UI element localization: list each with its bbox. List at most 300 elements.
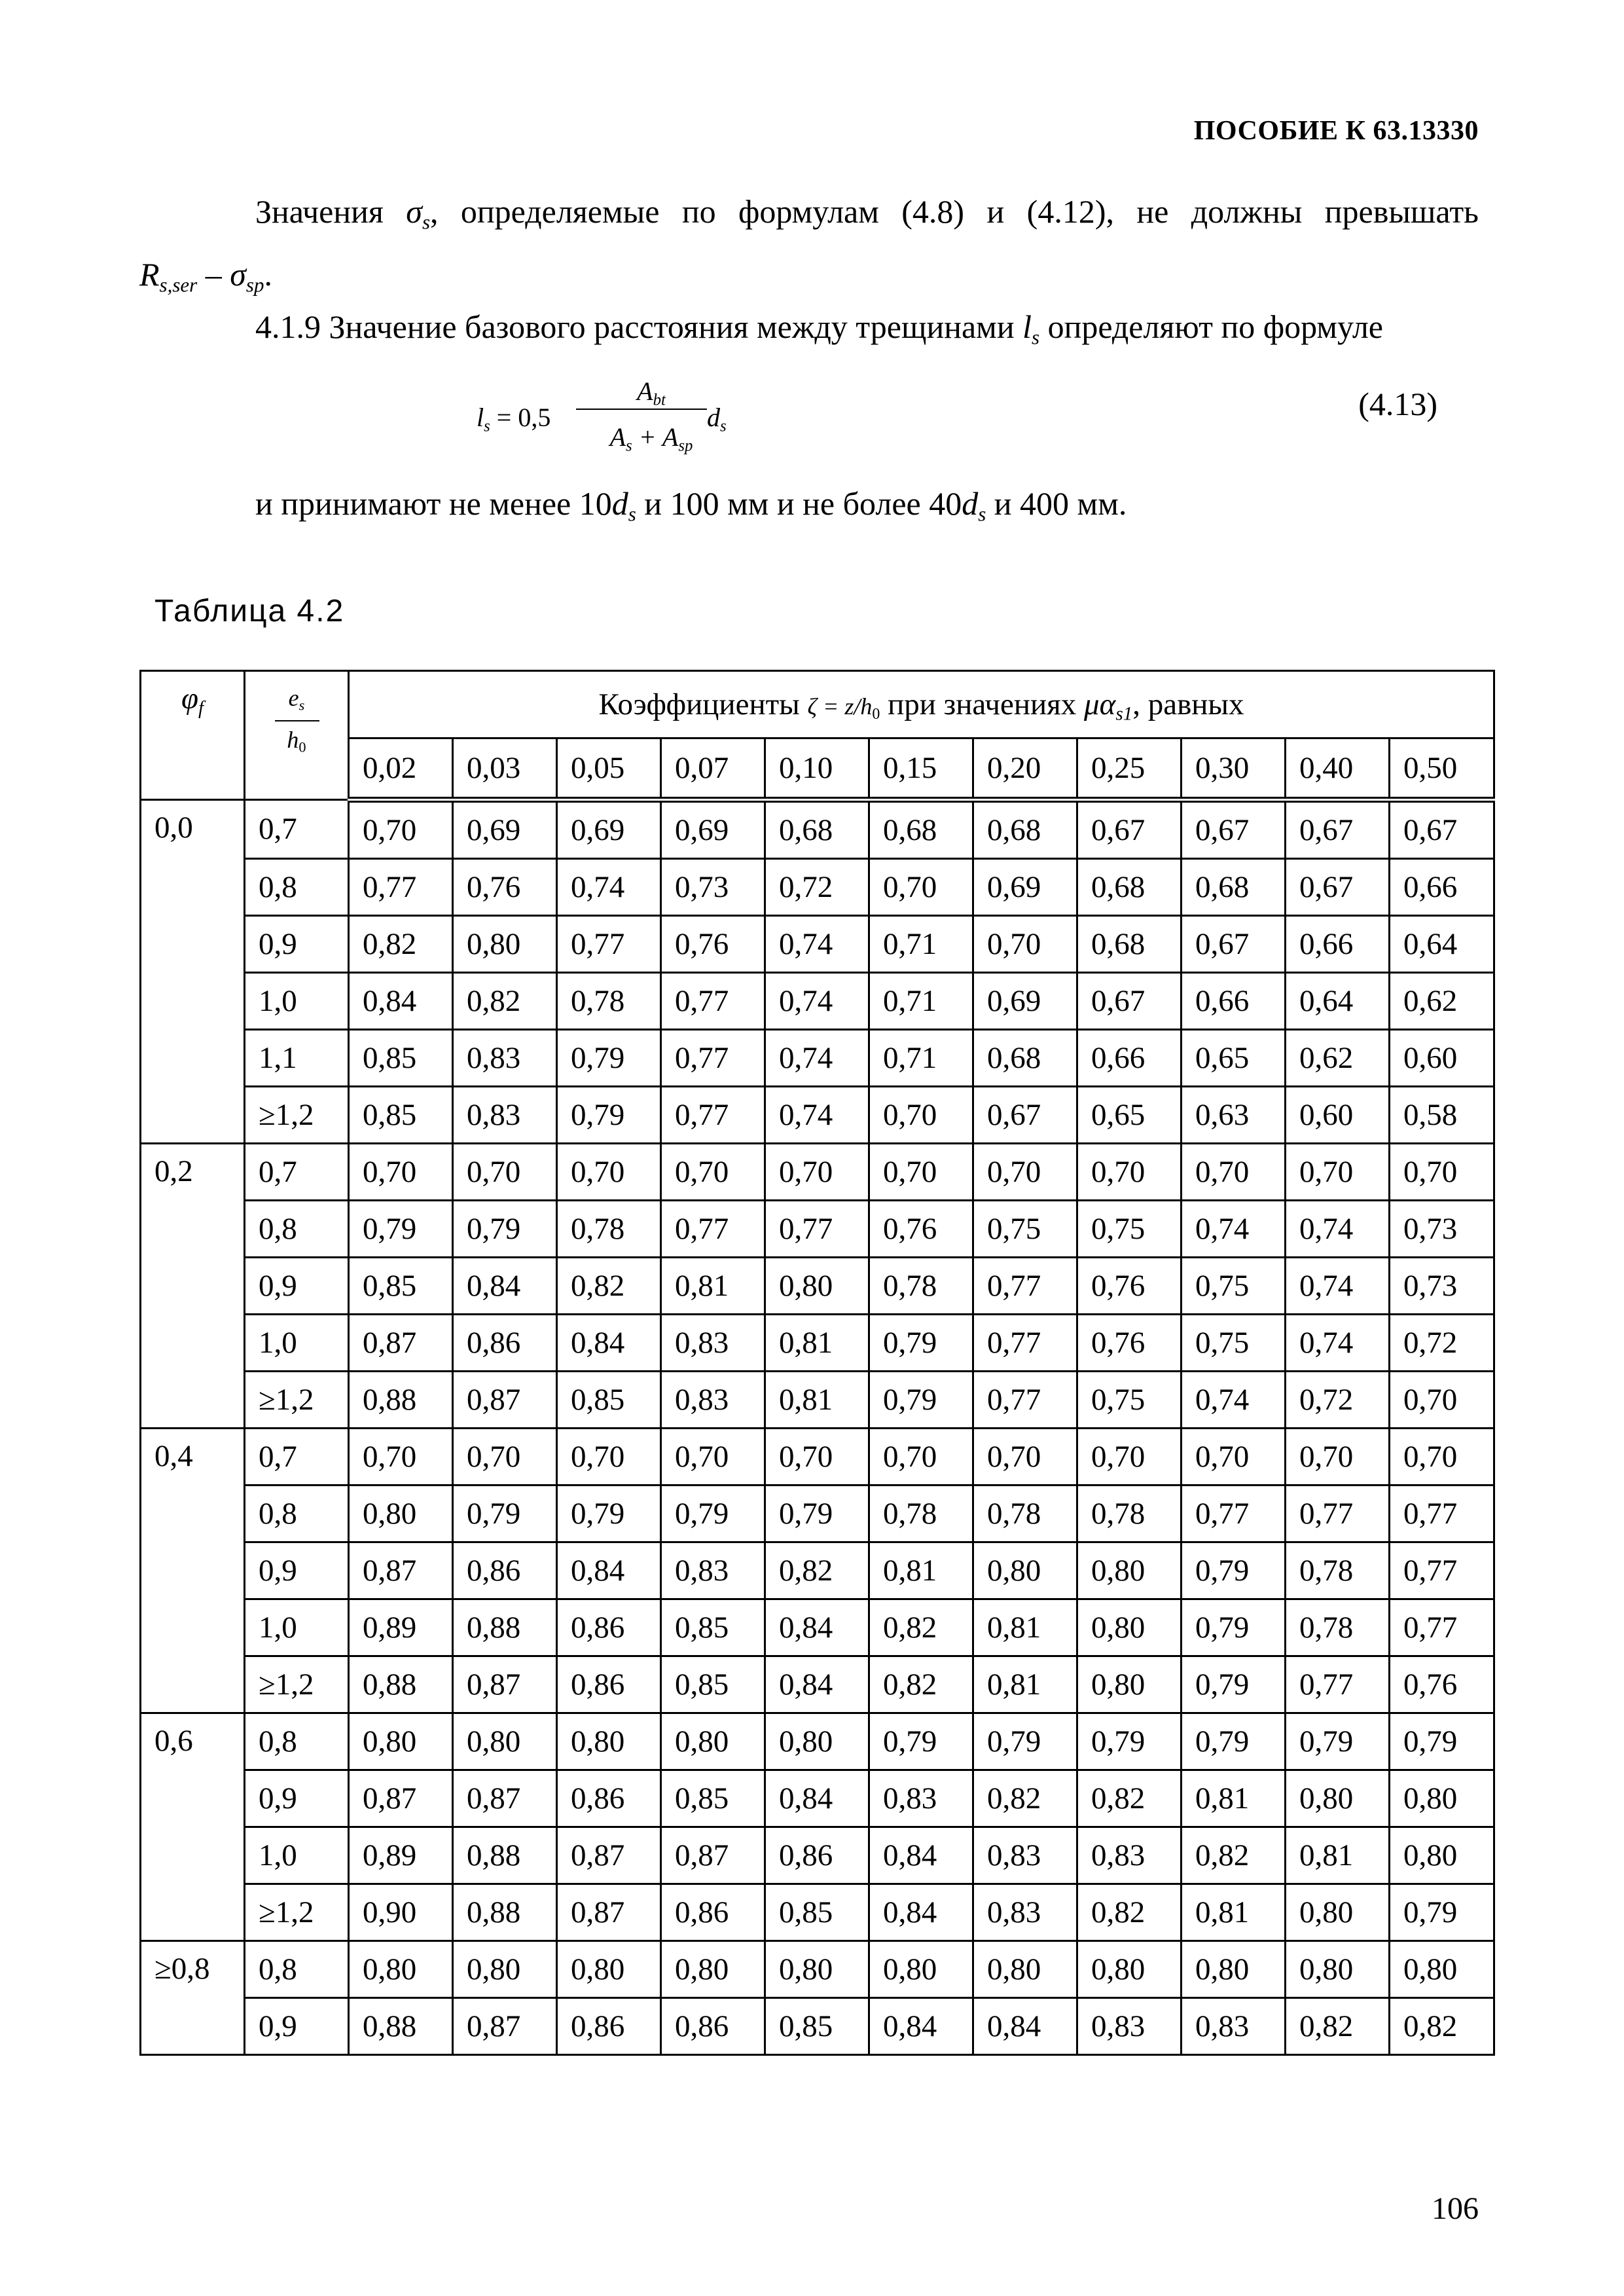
coefficient-cell: 0,83 <box>661 1372 765 1429</box>
coefficient-cell: 0,87 <box>453 1998 557 2055</box>
column-header-cell: 0,15 <box>869 738 973 800</box>
coefficient-cell: 0,68 <box>1077 859 1182 916</box>
es-h0-cell: 0,8 <box>245 1713 349 1770</box>
coefficient-cell: 0,83 <box>1077 1827 1182 1884</box>
coefficient-cell: 0,88 <box>349 1998 453 2055</box>
coefficient-cell: 0,58 <box>1390 1087 1494 1144</box>
phi-f-cell: 0,0 <box>141 800 245 1144</box>
coefficient-cell: 0,70 <box>349 1429 453 1485</box>
coefficient-cell: 0,74 <box>765 1030 869 1087</box>
coefficient-cell: 0,88 <box>453 1599 557 1656</box>
coefficient-cell: 0,74 <box>1286 1201 1390 1258</box>
coefficient-cell: 0,64 <box>1286 973 1390 1030</box>
table-row <box>141 1485 1494 1542</box>
es-h0-cell: ≥1,2 <box>245 1372 349 1429</box>
table-row <box>141 916 1494 973</box>
table-row <box>141 1998 1494 2055</box>
coefficient-cell: 0,74 <box>1182 1201 1286 1258</box>
coefficient-cell: 0,83 <box>453 1030 557 1087</box>
coefficient-cell: 0,79 <box>1390 1713 1494 1770</box>
coefficient-cell: 0,70 <box>1390 1144 1494 1201</box>
table-row <box>141 1713 1494 1770</box>
coefficient-cell: 0,68 <box>973 1030 1077 1087</box>
coefficient-cell: 0,70 <box>453 1429 557 1485</box>
column-header-cell: 0,20 <box>973 738 1077 800</box>
coefficient-cell: 0,68 <box>973 800 1077 859</box>
coefficient-cell: 0,81 <box>973 1599 1077 1656</box>
column-header-cell: 0,30 <box>1182 738 1286 800</box>
table-row <box>141 1372 1494 1429</box>
coefficient-cell: 0,80 <box>661 1941 765 1998</box>
coefficient-cell: 0,70 <box>1077 1429 1182 1485</box>
coefficient-cell: 0,67 <box>1390 800 1494 859</box>
coefficient-cell: 0,82 <box>765 1542 869 1599</box>
es-h0-cell: 0,8 <box>245 859 349 916</box>
table-row <box>141 1884 1494 1941</box>
table-row <box>141 800 1494 859</box>
coefficient-cell: 0,79 <box>661 1485 765 1542</box>
coefficient-cell: 0,75 <box>1077 1372 1182 1429</box>
phi-f-cell: 0,4 <box>141 1429 245 1713</box>
coefficient-cell: 0,70 <box>1286 1144 1390 1201</box>
es-h0-cell: 1,0 <box>245 1827 349 1884</box>
coefficient-cell: 0,77 <box>1390 1485 1494 1542</box>
es-h0-cell: 0,7 <box>245 1429 349 1485</box>
fraction-bar <box>576 409 707 410</box>
coefficient-cell: 0,83 <box>869 1770 973 1827</box>
header-phi-f: $\varphi_f$ <box>141 671 245 800</box>
coefficient-cell: 0,79 <box>1286 1713 1390 1770</box>
es-h0-cell: 1,1 <box>245 1030 349 1087</box>
coefficient-cell: 0,72 <box>1286 1372 1390 1429</box>
coefficient-cell: 0,84 <box>453 1258 557 1315</box>
coefficient-cell: 0,84 <box>557 1315 661 1372</box>
coefficient-cell: 0,69 <box>973 973 1077 1030</box>
coefficient-cell: 0,76 <box>1077 1258 1182 1315</box>
coefficient-cell: 0,79 <box>1182 1713 1286 1770</box>
coefficient-cell: 0,67 <box>1286 859 1390 916</box>
coefficient-cell: 0,70 <box>1182 1429 1286 1485</box>
coefficient-cell: 0,70 <box>1182 1144 1286 1201</box>
coefficient-cell: 0,70 <box>973 916 1077 973</box>
coefficient-cell: 0,86 <box>557 1998 661 2055</box>
coefficient-cell: 0,77 <box>973 1372 1077 1429</box>
coefficient-cell: 0,77 <box>1182 1485 1286 1542</box>
coefficient-cell: 0,67 <box>1182 916 1286 973</box>
table-row <box>141 1315 1494 1372</box>
table-row <box>141 1770 1494 1827</box>
coefficient-cell: 0,64 <box>1390 916 1494 973</box>
coefficient-cell: 0,82 <box>973 1770 1077 1827</box>
coefficient-cell: 0,75 <box>973 1201 1077 1258</box>
coefficient-cell: 0,66 <box>1390 859 1494 916</box>
coefficient-cell: 0,89 <box>349 1599 453 1656</box>
coefficient-cell: 0,70 <box>349 800 453 859</box>
coefficient-cell: 0,70 <box>557 1144 661 1201</box>
coefficient-cell: 0,87 <box>349 1770 453 1827</box>
coefficient-cell: 0,81 <box>765 1372 869 1429</box>
coefficient-cell: 0,74 <box>1286 1258 1390 1315</box>
coefficient-cell: 0,82 <box>349 916 453 973</box>
coefficient-cell: 0,70 <box>869 859 973 916</box>
table-row <box>141 1258 1494 1315</box>
coefficient-cell: 0,72 <box>765 859 869 916</box>
coefficient-cell: 0,80 <box>557 1941 661 1998</box>
coefficient-cell: 0,79 <box>557 1030 661 1087</box>
coefficient-cell: 0,80 <box>1182 1941 1286 1998</box>
paragraph-limits: и принимают не менее $10d_s$ и 100 мм и не более $40d_s$ и 400 мм. <box>255 485 1127 526</box>
coefficient-cell: 0,80 <box>661 1713 765 1770</box>
coefficient-cell: 0,68 <box>1077 916 1182 973</box>
coefficient-cell: 0,70 <box>869 1429 973 1485</box>
es-h0-cell: 0,9 <box>245 1770 349 1827</box>
coefficient-cell: 0,78 <box>869 1485 973 1542</box>
coefficient-cell: 0,82 <box>453 973 557 1030</box>
coefficient-cell: 0,82 <box>1390 1998 1494 2055</box>
coefficient-cell: 0,75 <box>1077 1201 1182 1258</box>
coefficient-cell: 0,80 <box>765 1941 869 1998</box>
coefficient-cell: 0,70 <box>1390 1429 1494 1485</box>
coefficient-cell: 0,80 <box>1390 1770 1494 1827</box>
formula-4-13: $l_s = 0,5$ $A_{bt}$ $A_s + A_{sp}$ $d_s$ <box>477 376 727 455</box>
phi-f-cell: 0,6 <box>141 1713 245 1941</box>
coefficient-cell: 0,88 <box>453 1827 557 1884</box>
coefficient-cell: 0,84 <box>765 1770 869 1827</box>
coefficient-cell: 0,80 <box>1286 1884 1390 1941</box>
coefficient-cell: 0,77 <box>973 1315 1077 1372</box>
coefficient-cell: 0,76 <box>1390 1656 1494 1713</box>
coefficient-cell: 0,88 <box>453 1884 557 1941</box>
coefficient-cell: 0,80 <box>1077 1599 1182 1656</box>
table-caption: Таблица 4.2 <box>154 594 345 629</box>
coefficient-cell: 0,80 <box>1077 1542 1182 1599</box>
paragraph-sigma-limit: Значения $\sigma_s$, определяемые по формулам (4.8) и (4.12), не должны превышать <box>255 193 1479 234</box>
coefficient-cell: 0,80 <box>765 1713 869 1770</box>
paragraph-sigma-limit-cont: $R_{s,ser} - \sigma_{sp}$. <box>139 256 272 297</box>
phi-f-cell: 0,2 <box>141 1144 245 1429</box>
coefficient-cell: 0,62 <box>1286 1030 1390 1087</box>
column-header-cell: 0,02 <box>349 738 453 800</box>
coefficient-cell: 0,70 <box>765 1429 869 1485</box>
running-header: ПОСОБИЕ К 63.13330 <box>1193 116 1479 146</box>
coefficient-cell: 0,79 <box>869 1713 973 1770</box>
paragraph-base-distance: 4.1.9 Значение базового расстояния между трещинами $l_s$ определяют по формуле <box>255 308 1383 349</box>
coefficient-cell: 0,84 <box>557 1542 661 1599</box>
coefficient-cell: 0,86 <box>557 1656 661 1713</box>
coefficient-cell: 0,78 <box>869 1258 973 1315</box>
coefficient-cell: 0,70 <box>1390 1372 1494 1429</box>
coefficient-cell: 0,69 <box>453 800 557 859</box>
coefficient-cell: 0,70 <box>869 1144 973 1201</box>
table-row <box>141 1201 1494 1258</box>
column-header-cell: 0,05 <box>557 738 661 800</box>
coefficient-cell: 0,77 <box>349 859 453 916</box>
coefficient-cell: 0,60 <box>1286 1087 1390 1144</box>
coefficient-cell: 0,80 <box>1077 1656 1182 1713</box>
coefficient-cell: 0,80 <box>765 1258 869 1315</box>
coefficient-cell: 0,79 <box>973 1713 1077 1770</box>
coefficient-cell: 0,82 <box>557 1258 661 1315</box>
coefficient-cell: 0,73 <box>1390 1201 1494 1258</box>
es-h0-cell: 1,0 <box>245 1315 349 1372</box>
coefficient-cell: 0,76 <box>1077 1315 1182 1372</box>
header-coefficients: Коэффициенты $\zeta = z/h_0$ при значениях $\mu\alpha_{s1}$, равных <box>349 671 1494 738</box>
coefficient-cell: 0,65 <box>1182 1030 1286 1087</box>
coefficient-cell: 0,80 <box>1077 1941 1182 1998</box>
es-h0-cell: 0,7 <box>245 800 349 859</box>
coefficient-cell: 0,62 <box>1390 973 1494 1030</box>
coefficient-cell: 0,86 <box>765 1827 869 1884</box>
coefficient-cell: 0,82 <box>1077 1770 1182 1827</box>
column-header-cell: 0,10 <box>765 738 869 800</box>
coefficient-cell: 0,70 <box>349 1144 453 1201</box>
coefficient-cell: 0,78 <box>557 1201 661 1258</box>
coefficient-cell: 0,85 <box>661 1599 765 1656</box>
table-row <box>141 1087 1494 1144</box>
coefficient-cell: 0,77 <box>1286 1485 1390 1542</box>
coefficient-cell: 0,81 <box>1182 1884 1286 1941</box>
coefficient-cell: 0,79 <box>765 1485 869 1542</box>
coefficient-cell: 0,71 <box>869 1030 973 1087</box>
coefficient-cell: 0,86 <box>661 1998 765 2055</box>
coefficient-cell: 0,83 <box>973 1884 1077 1941</box>
coefficient-cell: 0,77 <box>661 1201 765 1258</box>
coefficient-cell: 0,79 <box>1182 1599 1286 1656</box>
coefficient-cell: 0,77 <box>765 1201 869 1258</box>
coefficient-cell: 0,76 <box>869 1201 973 1258</box>
coefficient-cell: 0,81 <box>1182 1770 1286 1827</box>
coefficient-cell: 0,81 <box>1286 1827 1390 1884</box>
coefficient-cell: 0,85 <box>661 1770 765 1827</box>
coefficient-cell: 0,81 <box>765 1315 869 1372</box>
coefficient-cell: 0,77 <box>557 916 661 973</box>
es-h0-cell: 0,8 <box>245 1941 349 1998</box>
coefficient-cell: 0,82 <box>1077 1884 1182 1941</box>
coefficient-cell: 0,87 <box>349 1542 453 1599</box>
coefficient-cell: 0,68 <box>869 800 973 859</box>
es-h0-cell: ≥1,2 <box>245 1656 349 1713</box>
coefficient-cell: 0,82 <box>869 1656 973 1713</box>
coefficient-cell: 0,65 <box>1077 1087 1182 1144</box>
coefficient-cell: 0,79 <box>453 1485 557 1542</box>
coefficient-cell: 0,80 <box>869 1941 973 1998</box>
es-h0-cell: 0,8 <box>245 1201 349 1258</box>
coefficient-cell: 0,77 <box>1390 1542 1494 1599</box>
coefficient-cell: 0,81 <box>661 1258 765 1315</box>
coefficient-cell: 0,86 <box>557 1599 661 1656</box>
header-es-h0: $\frac{e_s}{h_0}$ <box>245 671 349 800</box>
column-header-cell: 0,03 <box>453 738 557 800</box>
coefficient-cell: 0,70 <box>1077 1144 1182 1201</box>
es-h0-cell: 1,0 <box>245 1599 349 1656</box>
coefficient-cell: 0,86 <box>453 1542 557 1599</box>
coefficient-cell: 0,83 <box>973 1827 1077 1884</box>
page-number: 106 <box>1432 2191 1479 2226</box>
coefficient-cell: 0,82 <box>1286 1998 1390 2055</box>
coefficient-cell: 0,70 <box>1286 1429 1390 1485</box>
coefficient-cell: 0,66 <box>1077 1030 1182 1087</box>
coefficient-cell: 0,84 <box>973 1998 1077 2055</box>
coefficient-cell: 0,80 <box>349 1941 453 1998</box>
coefficient-cell: 0,78 <box>1077 1485 1182 1542</box>
coefficient-cell: 0,74 <box>1286 1315 1390 1372</box>
coefficient-cell: 0,76 <box>661 916 765 973</box>
coefficient-cell: 0,67 <box>1286 800 1390 859</box>
coefficient-cell: 0,67 <box>1182 800 1286 859</box>
coefficient-cell: 0,85 <box>349 1087 453 1144</box>
coefficient-cell: 0,63 <box>1182 1087 1286 1144</box>
coefficient-cell: 0,83 <box>661 1542 765 1599</box>
table-row <box>141 1144 1494 1201</box>
coefficient-cell: 0,79 <box>453 1201 557 1258</box>
coefficient-cell: 0,70 <box>973 1429 1077 1485</box>
coefficient-cell: 0,74 <box>765 973 869 1030</box>
coefficient-cell: 0,70 <box>765 1144 869 1201</box>
coefficient-cell: 0,66 <box>1182 973 1286 1030</box>
coefficient-cell: 0,80 <box>557 1713 661 1770</box>
coefficient-cell: 0,84 <box>869 1884 973 1941</box>
phi-f-cell: ≥0,8 <box>141 1941 245 2055</box>
coefficient-cell: 0,84 <box>765 1599 869 1656</box>
coefficient-cell: 0,85 <box>765 1998 869 2055</box>
coefficient-cell: 0,84 <box>765 1656 869 1713</box>
es-h0-cell: 0,9 <box>245 1542 349 1599</box>
coefficient-cell: 0,84 <box>349 973 453 1030</box>
table-row <box>141 1599 1494 1656</box>
coefficient-cell: 0,80 <box>453 1713 557 1770</box>
coefficient-cell: 0,85 <box>661 1656 765 1713</box>
coefficient-cell: 0,79 <box>349 1201 453 1258</box>
coefficient-cell: 0,82 <box>1182 1827 1286 1884</box>
coefficient-cell: 0,80 <box>1286 1770 1390 1827</box>
coefficient-cell: 0,79 <box>1390 1884 1494 1941</box>
coefficient-cell: 0,85 <box>765 1884 869 1941</box>
coefficient-cell: 0,79 <box>869 1315 973 1372</box>
es-h0-cell: 1,0 <box>245 973 349 1030</box>
coefficient-cell: 0,76 <box>453 859 557 916</box>
coefficient-cell: 0,77 <box>973 1258 1077 1315</box>
coefficient-cell: 0,83 <box>453 1087 557 1144</box>
coefficient-cell: 0,87 <box>453 1770 557 1827</box>
coefficient-cell: 0,86 <box>661 1884 765 1941</box>
coefficient-cell: 0,79 <box>1077 1713 1182 1770</box>
coefficient-cell: 0,87 <box>661 1827 765 1884</box>
coefficient-cell: 0,84 <box>869 1827 973 1884</box>
coefficient-cell: 0,67 <box>1077 973 1182 1030</box>
coefficient-cell: 0,74 <box>765 916 869 973</box>
coefficient-cell: 0,83 <box>1077 1998 1182 2055</box>
coefficient-cell: 0,87 <box>453 1656 557 1713</box>
coefficient-cell: 0,69 <box>557 800 661 859</box>
coefficient-cell: 0,80 <box>1286 1941 1390 1998</box>
coefficient-cell: 0,79 <box>1182 1656 1286 1713</box>
coefficient-cell: 0,80 <box>973 1542 1077 1599</box>
coefficient-cell: 0,79 <box>1182 1542 1286 1599</box>
coefficient-cell: 0,78 <box>1286 1599 1390 1656</box>
coefficient-cell: 0,69 <box>973 859 1077 916</box>
coefficient-cell: 0,88 <box>349 1372 453 1429</box>
coefficient-cell: 0,81 <box>869 1542 973 1599</box>
coefficient-cell: 0,66 <box>1286 916 1390 973</box>
coefficient-cell: 0,67 <box>973 1087 1077 1144</box>
table-row <box>141 1656 1494 1713</box>
coefficient-cell: 0,86 <box>557 1770 661 1827</box>
coefficient-cell: 0,79 <box>557 1485 661 1542</box>
coefficient-cell: 0,87 <box>453 1372 557 1429</box>
column-header-cell: 0,50 <box>1390 738 1494 800</box>
coefficient-cell: 0,87 <box>557 1884 661 1941</box>
coefficient-cell: 0,77 <box>661 1087 765 1144</box>
coefficient-cell: 0,70 <box>869 1087 973 1144</box>
column-header-cell: 0,07 <box>661 738 765 800</box>
table-row <box>141 859 1494 916</box>
coefficient-cell: 0,80 <box>453 1941 557 1998</box>
coefficient-table <box>139 670 1495 2056</box>
coefficient-cell: 0,85 <box>349 1030 453 1087</box>
coefficient-cell: 0,77 <box>1390 1599 1494 1656</box>
coefficient-cell: 0,87 <box>557 1827 661 1884</box>
coefficient-cell: 0,80 <box>1390 1827 1494 1884</box>
coefficient-cell: 0,83 <box>1182 1998 1286 2055</box>
coefficient-cell: 0,80 <box>349 1485 453 1542</box>
coefficient-cell: 0,89 <box>349 1827 453 1884</box>
coefficient-cell: 0,90 <box>349 1884 453 1941</box>
es-h0-cell: ≥1,2 <box>245 1884 349 1941</box>
coefficient-cell: 0,88 <box>349 1656 453 1713</box>
coefficient-cell: 0,77 <box>661 1030 765 1087</box>
coefficient-cell: 0,80 <box>973 1941 1077 1998</box>
coefficient-cell: 0,78 <box>1286 1542 1390 1599</box>
coefficient-cell: 0,80 <box>453 916 557 973</box>
coefficient-cell: 0,71 <box>869 973 973 1030</box>
coefficient-cell: 0,81 <box>973 1656 1077 1713</box>
coefficient-cell: 0,78 <box>973 1485 1077 1542</box>
coefficient-cell: 0,68 <box>765 800 869 859</box>
es-h0-cell: 0,9 <box>245 1258 349 1315</box>
table-row <box>141 1030 1494 1087</box>
coefficient-cell: 0,60 <box>1390 1030 1494 1087</box>
coefficient-cell: 0,70 <box>973 1144 1077 1201</box>
coefficient-cell: 0,79 <box>557 1087 661 1144</box>
coefficient-cell: 0,74 <box>1182 1372 1286 1429</box>
coefficient-cell: 0,74 <box>557 859 661 916</box>
table-row <box>141 973 1494 1030</box>
coefficient-cell: 0,75 <box>1182 1258 1286 1315</box>
table-row <box>141 1429 1494 1485</box>
coefficient-cell: 0,86 <box>453 1315 557 1372</box>
coefficient-cell: 0,77 <box>1286 1656 1390 1713</box>
coefficient-cell: 0,72 <box>1390 1315 1494 1372</box>
coefficient-cell: 0,77 <box>661 973 765 1030</box>
column-header-cell: 0,40 <box>1286 738 1390 800</box>
table-row <box>141 1542 1494 1599</box>
coefficient-cell: 0,73 <box>661 859 765 916</box>
coefficient-cell: 0,80 <box>1390 1941 1494 1998</box>
coefficient-cell: 0,73 <box>1390 1258 1494 1315</box>
coefficient-cell: 0,87 <box>349 1315 453 1372</box>
table-row <box>141 1827 1494 1884</box>
table-row <box>141 1941 1494 1998</box>
coefficient-cell: 0,71 <box>869 916 973 973</box>
coefficient-cell: 0,85 <box>557 1372 661 1429</box>
equation-number: (4.13) <box>1358 386 1437 422</box>
coefficient-cell: 0,68 <box>1182 859 1286 916</box>
coefficient-cell: 0,82 <box>869 1599 973 1656</box>
coefficient-cell: 0,69 <box>661 800 765 859</box>
es-h0-cell: ≥1,2 <box>245 1087 349 1144</box>
coefficient-cell: 0,79 <box>869 1372 973 1429</box>
coefficient-cell: 0,80 <box>349 1713 453 1770</box>
